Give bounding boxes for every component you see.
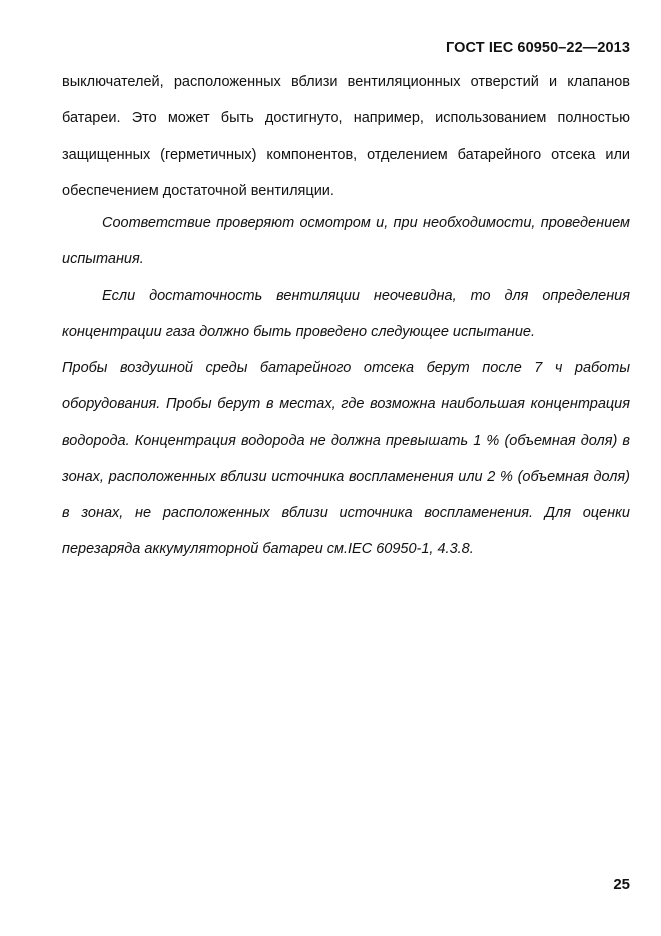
page-number: 25 xyxy=(613,876,630,893)
document-header: ГОСТ IEC 60950–22—2013 xyxy=(446,40,630,56)
paragraph-2: Соответствие проверяют осмотром и, при необходимости, проведением испытания. xyxy=(62,215,630,268)
paragraph-ventilation xyxy=(62,278,630,351)
paragraph-continuation xyxy=(62,64,630,209)
paragraph-1: выключателей, расположенных вблизи вентиляционных отверстий и клапанов батареи. Это может быть достигнуто, например, использованием полностью защищенных (герметичных) компонентов, отделением батарейного отсека или обеспечением достаточной вентиляции. xyxy=(62,74,630,199)
paragraph-compliance xyxy=(62,205,630,278)
paragraph-3: Если достаточность вентиляции неочевидна, то для определения концентрации газа должно быть проведено следующее испытание. xyxy=(62,288,630,341)
paragraph-sampling xyxy=(62,350,630,568)
paragraph-4: Пробы воздушной среды батарейного отсека берут после 7 ч работы оборудования. Пробы берут в местах, где возможна наибольшая концентрация водорода. Концентрация водорода не должна превышать 1 % (объемная доля) в зонах, расположенных вблизи источника воспламенения или 2 % (объемная доля) в зонах, не расположенных вблизи источника воспламенения. Для оценки перезаряда аккумуляторной батареи см.IEC 60950-1, 4.3.8. xyxy=(62,360,630,558)
